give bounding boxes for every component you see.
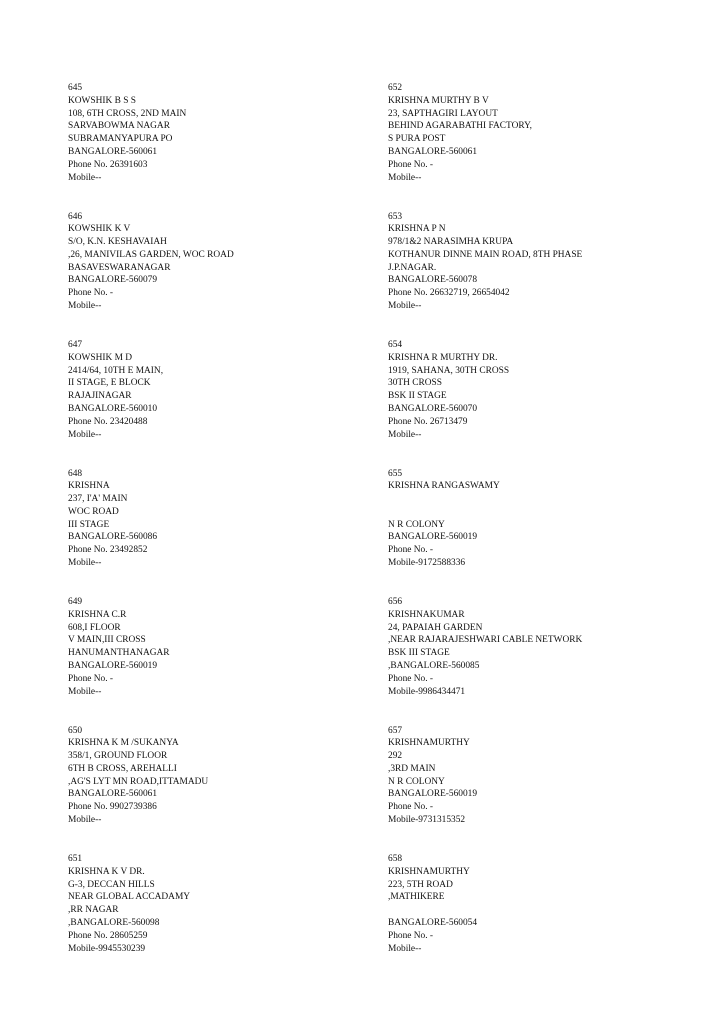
member-name: KRISHNA P N (388, 224, 446, 235)
member-name: KOWSHIK K V (68, 224, 131, 235)
entry-number: 658 (388, 854, 403, 864)
directory-entry (68, 339, 398, 468)
address-line-3: ,AG'S LYT MN ROAD,ITTAMADU (68, 776, 209, 787)
entry-number: 655 (388, 468, 403, 479)
phone-number: Phone No. - (68, 288, 114, 299)
address-line-1: 358/1, GROUND FLOOR (68, 751, 168, 762)
address-line-2: ,MATHIKERE (388, 892, 445, 903)
directory-entry (388, 596, 718, 725)
city-pincode: BANGALORE-560019 (68, 660, 158, 671)
address-line-3: N R COLONY (388, 776, 445, 787)
address-line-2: II STAGE, E BLOCK (68, 378, 151, 389)
address-line-1: 292 (388, 751, 403, 762)
directory-entry (68, 211, 398, 340)
mobile-number: Mobile-- (68, 301, 102, 312)
mobile-number: Mobile-- (388, 172, 422, 183)
directory-entry (68, 468, 398, 597)
phone-number: Phone No. - (388, 545, 434, 556)
member-name: KRISHNA RANGASWAMY (388, 481, 500, 492)
directory-entry (388, 725, 718, 854)
member-name: KRISHNAKUMAR (388, 609, 465, 620)
phone-number: Phone No. - (388, 930, 434, 941)
entry-number: 645 (68, 83, 83, 93)
address-line-1: 223, 5TH ROAD (388, 879, 453, 890)
address-line-1: 978/1&2 NARASIMHA KRUPA (388, 237, 514, 248)
phone-number: Phone No. - (388, 802, 434, 813)
city-pincode: BANGALORE-560019 (388, 789, 478, 800)
directory-entry (68, 725, 398, 854)
address-line-1: G-3, DECCAN HILLS (68, 879, 155, 890)
address-line-3: HANUMANTHANAGAR (68, 648, 170, 659)
phone-number: Phone No. 26632719, 26654042 (388, 288, 510, 299)
member-name: KRISHNA MURTHY B V (388, 95, 489, 106)
city-pincode: BANGALORE-560061 (388, 146, 478, 157)
member-name: KRISHNA (68, 481, 110, 492)
member-name: KRISHNAMURTHY (388, 738, 470, 749)
directory-entry (388, 82, 718, 211)
city-pincode: BANGALORE-560086 (68, 532, 158, 543)
address-line-3: BSK II STAGE (388, 391, 447, 402)
mobile-number: Mobile-9986434471 (388, 686, 466, 697)
mobile-number: Mobile-- (388, 943, 422, 954)
phone-number: Phone No. - (388, 159, 434, 170)
entry-number: 651 (68, 854, 83, 864)
phone-number: Phone No. 23420488 (68, 416, 148, 427)
address-line-1 (388, 493, 718, 506)
directory-entry (388, 853, 718, 982)
mobile-number: Mobile-9172588336 (388, 558, 466, 569)
city-pincode: BANGALORE-560061 (68, 146, 158, 157)
mobile-number: Mobile-- (68, 815, 102, 826)
address-line-2: 30TH CROSS (388, 378, 442, 389)
phone-number: Phone No. 26713479 (388, 416, 468, 427)
address-line-2: KOTHANUR DINNE MAIN ROAD, 8TH PHASE (388, 249, 583, 260)
address-line-2: BEHIND AGARABATHI FACTORY, (388, 121, 533, 132)
city-pincode: BANGALORE-560079 (68, 275, 158, 286)
directory-entry (388, 468, 718, 597)
mobile-number: Mobile-- (388, 429, 422, 440)
city-pincode: BANGALORE-560019 (388, 532, 478, 543)
address-line-2 (388, 506, 718, 519)
city-pincode: BANGALORE-560070 (388, 403, 478, 414)
address-line-1: 608,I FLOOR (68, 622, 121, 633)
member-name: KRISHNA K V DR. (68, 866, 145, 877)
member-name: KOWSHIK B S S (68, 95, 136, 106)
left-column (68, 82, 398, 982)
city-pincode: BANGALORE-560061 (68, 789, 158, 800)
address-line-2: V MAIN,III CROSS (68, 635, 146, 646)
entry-number: 648 (68, 468, 83, 479)
mobile-number: Mobile-- (68, 172, 102, 183)
phone-number: Phone No. - (68, 673, 114, 684)
entry-number: 650 (68, 725, 83, 736)
address-line-2: NEAR GLOBAL ACCADAMY (68, 892, 191, 903)
address-line-2: ,26, MANIVILAS GARDEN, WOC ROAD (68, 249, 234, 260)
address-line-3: RAJAJINAGAR (68, 391, 132, 402)
member-name: KRISHNA C.R (68, 609, 127, 620)
entry-number: 656 (388, 597, 403, 607)
mobile-number: Mobile-9731315352 (388, 815, 466, 826)
address-line-1: 237, I'A' MAIN (68, 494, 128, 505)
address-line-2: ,NEAR RAJARAJESHWARI CABLE NETWORK (388, 635, 583, 646)
directory-entry (68, 596, 398, 725)
entry-number: 653 (388, 211, 403, 222)
mobile-number: Mobile-9945530239 (68, 943, 146, 954)
address-line-3: N R COLONY (388, 519, 445, 530)
entry-number: 646 (68, 211, 83, 222)
member-name: KRISHNAMURTHY (388, 866, 470, 877)
directory-entry (68, 853, 398, 982)
address-line-1: 1919, SAHANA, 30TH CROSS (388, 365, 510, 376)
phone-number: Phone No. - (388, 673, 434, 684)
address-line-1: 23, SAPTHAGIRI LAYOUT (388, 108, 498, 119)
entry-number: 652 (388, 83, 403, 93)
city-pincode: BANGALORE-560054 (388, 917, 478, 928)
directory-entry (388, 339, 718, 468)
mobile-number: Mobile-- (68, 429, 102, 440)
phone-number: Phone No. 28605259 (68, 930, 148, 941)
directory-entry (68, 82, 398, 211)
address-line-1: 108, 6TH CROSS, 2ND MAIN (68, 108, 187, 119)
phone-number: Phone No. 9902739386 (68, 802, 157, 813)
address-line-1: 2414/64, 10TH E MAIN, (68, 365, 164, 376)
address-line-3 (388, 904, 718, 917)
phone-number: Phone No. 23492852 (68, 545, 148, 556)
address-line-2: SARVABOWMA NAGAR (68, 121, 170, 132)
address-line-3: S PURA POST (388, 134, 446, 145)
member-name: KOWSHIK M D (68, 352, 133, 363)
address-line-3: J.P.NAGAR. (388, 262, 437, 273)
city-pincode: ,BANGALORE-560098 (68, 917, 160, 928)
city-pincode: BANGALORE-560078 (388, 275, 478, 286)
member-name: KRISHNA K M /SUKANYA (68, 738, 179, 749)
address-line-1: 24, PAPAIAH GARDEN (388, 622, 483, 633)
address-line-2: WOC ROAD (68, 506, 119, 517)
city-pincode: BANGALORE-560010 (68, 403, 158, 414)
right-column (388, 82, 718, 982)
mobile-number: Mobile-- (68, 558, 102, 569)
directory-entry (388, 211, 718, 340)
address-line-3: ,RR NAGAR (68, 905, 119, 916)
address-line-2: ,3RD MAIN (388, 763, 436, 774)
mobile-number: Mobile-- (388, 301, 422, 312)
address-line-3: SUBRAMANYAPURA PO (68, 134, 173, 145)
address-line-1: S/O, K.N. KESHAVAIAH (68, 237, 167, 248)
mobile-number: Mobile-- (68, 686, 102, 697)
phone-number: Phone No. 26391603 (68, 159, 148, 170)
address-line-2: 6TH B CROSS, AREHALLI (68, 763, 177, 774)
entry-number: 657 (388, 725, 403, 736)
address-line-3: III STAGE (68, 519, 110, 530)
entry-number: 647 (68, 340, 83, 350)
member-name: KRISHNA R MURTHY DR. (388, 352, 498, 363)
entry-number: 654 (388, 340, 403, 350)
address-line-3: BSK III STAGE (388, 648, 450, 659)
address-line-3: BASAVESWARANAGAR (68, 262, 171, 273)
city-pincode: ,BANGALORE-560085 (388, 660, 480, 671)
entry-number: 649 (68, 597, 83, 607)
